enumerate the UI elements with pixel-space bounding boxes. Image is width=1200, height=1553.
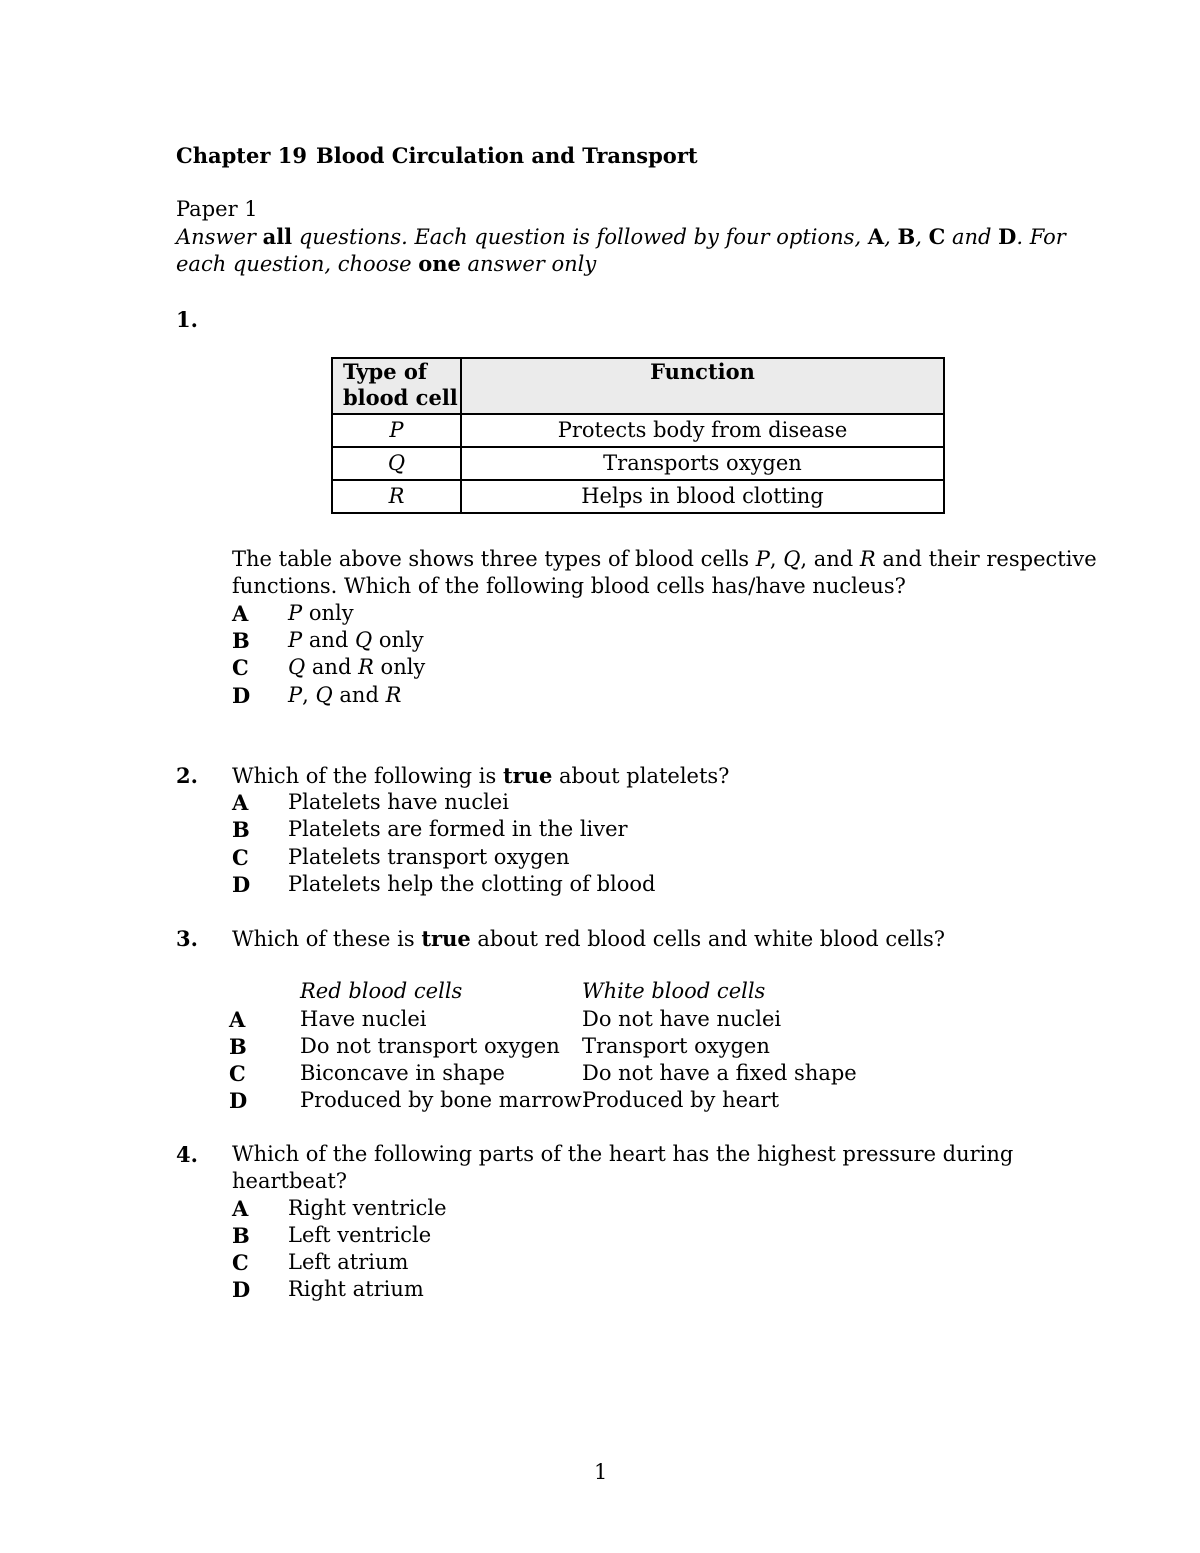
option-letter: C bbox=[232, 1250, 249, 1275]
column-header-white-blood-cells: White blood cells bbox=[582, 979, 766, 1003]
question-4-stem-line-1: Which of the following parts of the heart has the highest pressure during bbox=[232, 1142, 1014, 1166]
question-3-option-a-white: Do not have nuclei bbox=[582, 1007, 782, 1031]
question-2-option-d: Platelets help the clotting of blood bbox=[288, 872, 656, 896]
question-3-option-a-red: Have nuclei bbox=[300, 1007, 427, 1031]
question-1-option-c: Q and R only bbox=[288, 655, 426, 679]
question-2-option-a: Platelets have nuclei bbox=[288, 790, 509, 814]
page-number: 1 bbox=[594, 1460, 608, 1484]
question-3-option-d-red: Produced by bone marrow bbox=[300, 1088, 582, 1112]
question-1-option-d: P, Q and R bbox=[288, 683, 402, 707]
question-3-option-d-white: Produced by heart bbox=[582, 1088, 780, 1112]
option-letter: B bbox=[229, 1034, 247, 1059]
question-4-option-a: Right ventricle bbox=[288, 1196, 447, 1220]
question-1-option-b: P and Q only bbox=[288, 628, 424, 652]
option-letter: D bbox=[232, 683, 251, 708]
instructions-line-2: each question, choose one answer only bbox=[176, 251, 597, 276]
option-letter: A bbox=[229, 1007, 246, 1032]
instructions-line-1: Answer all questions. Each question is followed by four options, A, B, C and D. For bbox=[176, 224, 1066, 249]
question-3-number: 3. bbox=[176, 926, 198, 951]
option-letter: C bbox=[229, 1061, 246, 1086]
option-letter: B bbox=[232, 628, 250, 653]
question-3-option-b-red: Do not transport oxygen bbox=[300, 1034, 560, 1058]
question-3-option-b-white: Transport oxygen bbox=[582, 1034, 770, 1058]
question-4-stem-line-2: heartbeat? bbox=[232, 1169, 348, 1193]
table-row bbox=[332, 414, 944, 447]
option-letter: C bbox=[232, 845, 249, 870]
table-cell-function: Transports oxygen bbox=[461, 447, 944, 480]
option-letter: D bbox=[232, 1277, 251, 1302]
table-header-cell-type: Type of blood cell bbox=[332, 358, 461, 414]
question-4-number: 4. bbox=[176, 1142, 198, 1167]
blood-cell-table bbox=[331, 357, 945, 514]
table-cell-type: Q bbox=[332, 447, 461, 480]
table-cell-type: P bbox=[332, 414, 461, 447]
question-1-number: 1. bbox=[176, 307, 198, 332]
option-letter: D bbox=[229, 1088, 248, 1113]
question-4-option-d: Right atrium bbox=[288, 1277, 424, 1301]
option-letter: D bbox=[232, 872, 251, 897]
table-cell-function: Helps in blood clotting bbox=[461, 480, 944, 513]
option-letter: A bbox=[232, 790, 249, 815]
chapter-label: Chapter 19 bbox=[176, 143, 307, 168]
question-4-option-b: Left ventricle bbox=[288, 1223, 432, 1247]
question-2-stem: Which of the following is true about platelets? bbox=[232, 763, 730, 788]
question-3-option-c-white: Do not have a fixed shape bbox=[582, 1061, 857, 1085]
table-cell-type: R bbox=[332, 480, 461, 513]
table-row bbox=[332, 480, 944, 513]
table-header-row bbox=[332, 358, 944, 414]
column-header-red-blood-cells: Red blood cells bbox=[300, 979, 463, 1003]
question-3-option-c-red: Biconcave in shape bbox=[300, 1061, 505, 1085]
paper-label: Paper 1 bbox=[176, 197, 258, 221]
question-1-stem-line-2: functions. Which of the following blood cells has/have nucleus? bbox=[232, 574, 906, 598]
option-letter: A bbox=[232, 601, 249, 626]
chapter-title: Blood Circulation and Transport bbox=[316, 143, 698, 168]
question-4-option-c: Left atrium bbox=[288, 1250, 409, 1274]
option-letter: B bbox=[232, 817, 250, 842]
question-2-option-b: Platelets are formed in the liver bbox=[288, 817, 628, 841]
question-2-option-c: Platelets transport oxygen bbox=[288, 845, 570, 869]
table-row bbox=[332, 447, 944, 480]
table-cell-function: Protects body from disease bbox=[461, 414, 944, 447]
question-3-stem: Which of these is true about red blood cells and white blood cells? bbox=[232, 926, 946, 951]
option-letter: A bbox=[232, 1196, 249, 1221]
question-1-option-a: P only bbox=[288, 601, 354, 625]
table-header-cell-function: Function bbox=[461, 358, 944, 414]
question-2-number: 2. bbox=[176, 763, 198, 788]
question-1-stem-line-1: The table above shows three types of blood cells P, Q, and R and their respective bbox=[232, 547, 1097, 571]
option-letter: B bbox=[232, 1223, 250, 1248]
option-letter: C bbox=[232, 655, 249, 680]
